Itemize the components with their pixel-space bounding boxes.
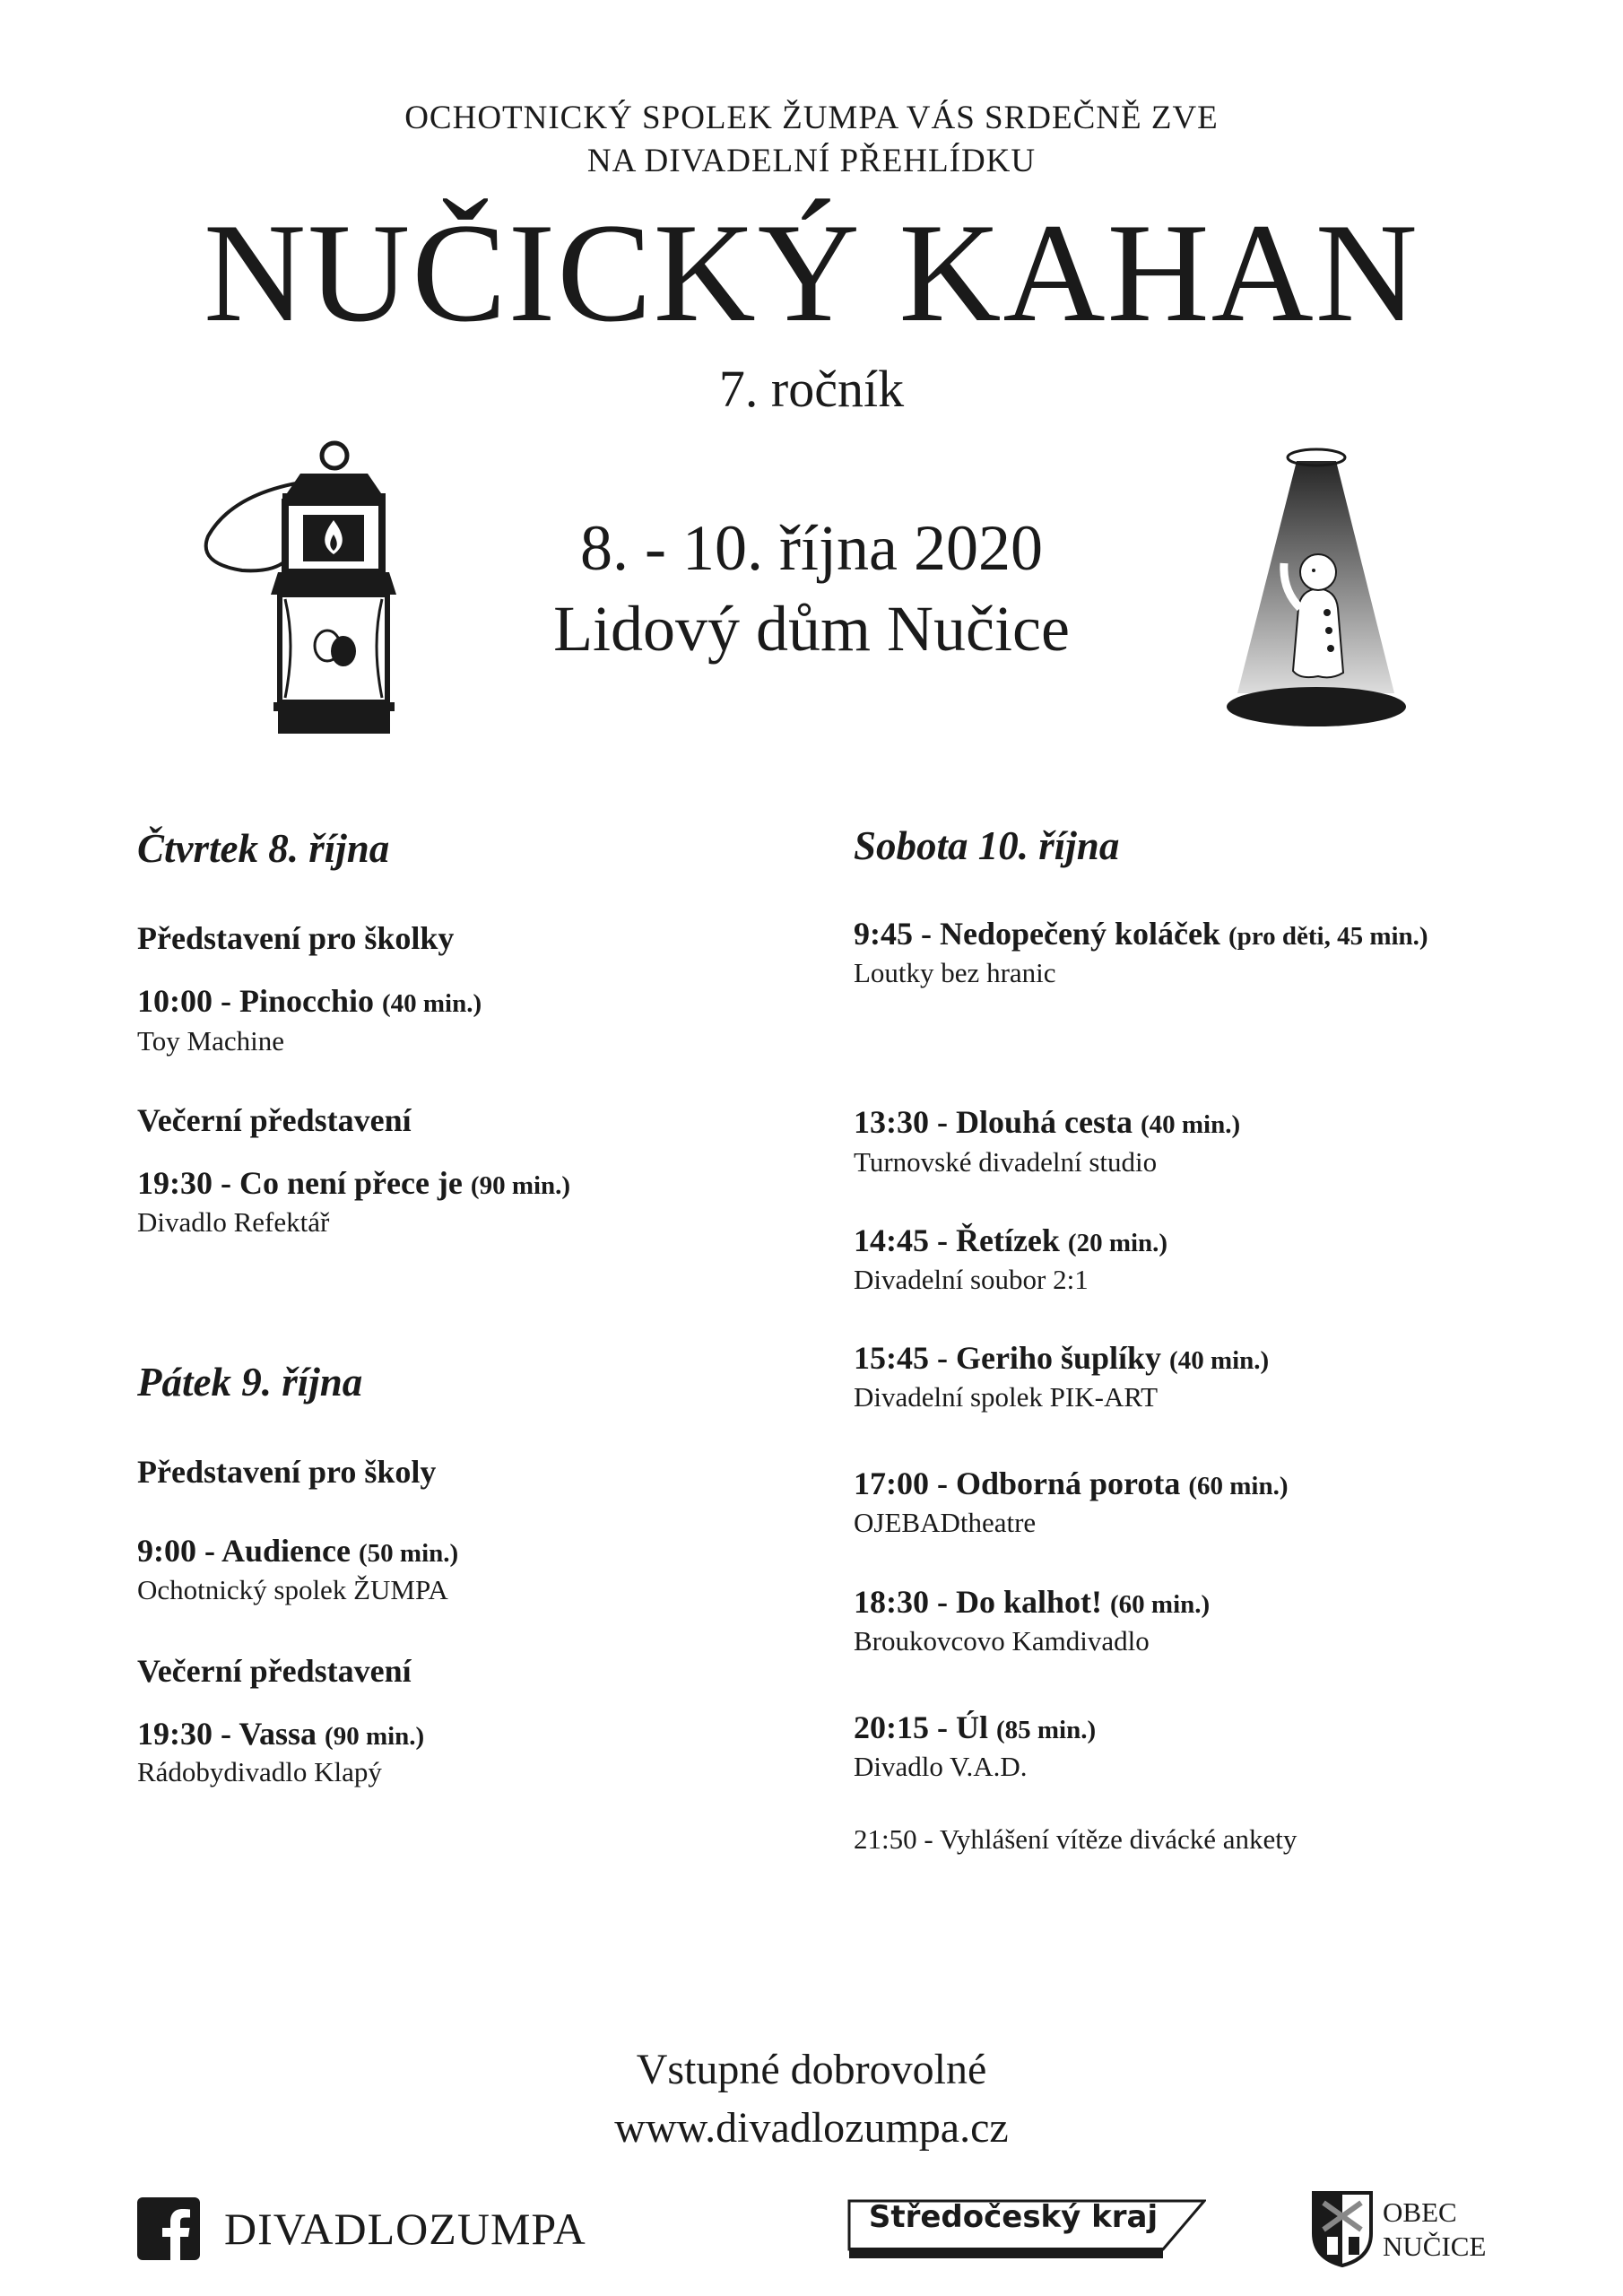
- show-time-title: 18:30 - Do kalhot!: [854, 1584, 1102, 1620]
- festival-venue: Lidový dům Nučice: [553, 593, 1070, 665]
- show-time-title: 9:00 - Audience: [137, 1533, 351, 1569]
- day-heading-friday: Pátek 9. října: [137, 1360, 363, 1405]
- company-name: OJEBADtheatre: [854, 1507, 1037, 1538]
- show-duration: (40 min.): [381, 989, 482, 1018]
- website-link[interactable]: www.divadlozumpa.cz: [614, 2104, 1009, 2152]
- show-duration: (50 min.): [359, 1539, 459, 1568]
- show-title: [854, 1222, 1167, 1259]
- section-heading: Večerní představení: [137, 1653, 412, 1689]
- municipality-line-2: NUČICE: [1383, 2231, 1487, 2262]
- company-name: Divadlo Refektář: [137, 1206, 330, 1238]
- show-duration: (60 min.): [1110, 1590, 1211, 1619]
- municipality-label: [1383, 2196, 1486, 2264]
- coat-of-arms-icon: [1311, 2190, 1374, 2267]
- company-name: Loutky bez hranic: [854, 957, 1056, 988]
- show-title: [137, 1532, 458, 1570]
- day-heading-saturday: Sobota 10. října: [854, 823, 1120, 868]
- show-title: [137, 982, 482, 1020]
- thursday-schedule: [137, 825, 389, 872]
- show-duration: (40 min.): [1169, 1346, 1270, 1375]
- section-heading: Večerní představení: [137, 1102, 412, 1138]
- region-label: Středočeský kraj: [868, 2199, 1159, 2235]
- company-name: Broukovcovo Kamdivadlo: [854, 1625, 1150, 1657]
- invitation-line-2: NA DIVADELNÍ PŘEHLÍDKU: [586, 143, 1037, 179]
- show-title: [854, 1583, 1210, 1621]
- spotlight-figure-icon: [1211, 438, 1426, 743]
- company-name: Turnovské divadelní studio: [854, 1146, 1158, 1178]
- closing-note: 21:50 - Vyhlášení vítěze divácké ankety: [854, 1823, 1298, 1855]
- show-time-title: 17:00 - Odborná porota: [854, 1465, 1181, 1501]
- festival-dates: 8. - 10. října 2020: [580, 512, 1043, 584]
- show-time-title: 20:15 - Úl: [854, 1709, 988, 1745]
- section-heading: Představení pro školy: [137, 1454, 437, 1490]
- day-heading-thursday: Čtvrtek 8. října: [137, 826, 390, 871]
- show-duration: (20 min.): [1067, 1229, 1168, 1257]
- show-title: [854, 1465, 1289, 1502]
- municipality-line-1: OBEC: [1383, 2196, 1457, 2228]
- company-name: Toy Machine: [137, 1025, 284, 1057]
- invitation-line-1: OCHOTNICKÝ SPOLEK ŽUMPA VÁS SRDEČNĚ ZVE: [404, 100, 1219, 136]
- facebook-icon[interactable]: [137, 2197, 200, 2260]
- festival-title: NUČICKÝ KAHAN: [204, 195, 1419, 352]
- show-duration: (85 min.): [995, 1716, 1097, 1744]
- show-title: [854, 915, 1428, 952]
- company-name: Rádobydivadlo Klapý: [137, 1756, 382, 1787]
- show-duration: (90 min.): [325, 1722, 425, 1751]
- show-duration: (60 min.): [1188, 1472, 1289, 1500]
- show-time-title: 15:45 - Geriho šuplíky: [854, 1340, 1162, 1376]
- show-time-title: 10:00 - Pinocchio: [137, 983, 374, 1019]
- show-title: [137, 1164, 570, 1202]
- company-name: Divadelní spolek PIK-ART: [854, 1381, 1159, 1413]
- company-name: Divadelní soubor 2:1: [854, 1264, 1089, 1295]
- show-title: [137, 1715, 424, 1752]
- invitation-text: [0, 97, 1623, 183]
- show-time-title: 14:45 - Řetízek: [854, 1222, 1060, 1258]
- show-title: [854, 1339, 1269, 1377]
- show-duration: (40 min.): [1140, 1110, 1241, 1139]
- company-name: Divadlo V.A.D.: [854, 1751, 1028, 1782]
- section-heading: Představení pro školky: [137, 920, 455, 956]
- show-duration: (90 min.): [470, 1171, 571, 1200]
- show-duration: (pro děti, 45 min.): [1228, 922, 1428, 951]
- show-time-title: 19:30 - Vassa: [137, 1716, 317, 1752]
- show-title: [854, 1709, 1096, 1746]
- facebook-handle[interactable]: DIVADLOZUMPA: [224, 2204, 586, 2254]
- company-name: Ochotnický spolek ŽUMPA: [137, 1574, 448, 1605]
- show-time-title: 13:30 - Dlouhá cesta: [854, 1104, 1133, 1140]
- show-time-title: 19:30 - Co není přece je: [137, 1165, 463, 1201]
- edition-label: 7. ročník: [718, 360, 905, 418]
- show-title: [854, 1103, 1240, 1141]
- show-time-title: 9:45 - Nedopečený koláček: [854, 916, 1220, 952]
- entry-info: Vstupné dobrovolné: [636, 2046, 987, 2093]
- lantern-icon: [197, 438, 404, 743]
